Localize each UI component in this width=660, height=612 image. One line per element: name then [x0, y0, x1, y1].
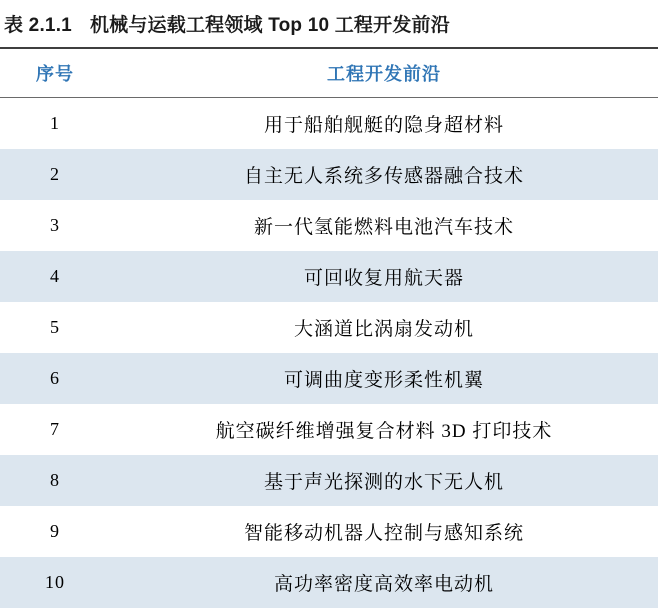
table-head	[0, 48, 658, 98]
cell-topic: 基于声光探测的水下无人机	[110, 455, 658, 506]
table-row	[0, 302, 658, 353]
cell-index: 8	[0, 455, 110, 506]
engineering-frontiers-table	[0, 47, 658, 608]
caption-number: 表 2.1.1	[4, 15, 72, 36]
table-row	[0, 557, 658, 608]
cell-topic: 可调曲度变形柔性机翼	[110, 353, 658, 404]
table-header-row	[0, 48, 658, 98]
caption-text: 机械与运载工程领域 Top 10 工程开发前沿	[89, 15, 450, 36]
cell-index: 1	[0, 98, 110, 150]
table-row	[0, 251, 658, 302]
table-row	[0, 455, 658, 506]
cell-topic: 智能移动机器人控制与感知系统	[110, 506, 658, 557]
cell-topic: 大涵道比涡扇发动机	[110, 302, 658, 353]
cell-topic: 自主无人系统多传感器融合技术	[110, 149, 658, 200]
cell-index: 6	[0, 353, 110, 404]
cell-index: 7	[0, 404, 110, 455]
cell-index: 3	[0, 200, 110, 251]
column-header-index: 序号	[0, 48, 110, 98]
table-row	[0, 353, 658, 404]
table-caption	[0, 0, 660, 47]
table-row	[0, 506, 658, 557]
cell-topic: 航空碳纤维增强复合材料 3D 打印技术	[110, 404, 658, 455]
column-header-topic: 工程开发前沿	[110, 48, 658, 98]
cell-index: 2	[0, 149, 110, 200]
cell-index: 9	[0, 506, 110, 557]
table-row	[0, 149, 658, 200]
cell-index: 10	[0, 557, 110, 608]
table-row	[0, 200, 658, 251]
cell-topic: 新一代氢能燃料电池汽车技术	[110, 200, 658, 251]
cell-topic: 用于船舶舰艇的隐身超材料	[110, 98, 658, 150]
cell-topic: 高功率密度高效率电动机	[110, 557, 658, 608]
table-row	[0, 98, 658, 150]
cell-index: 4	[0, 251, 110, 302]
table-body	[0, 98, 658, 609]
table-row	[0, 404, 658, 455]
cell-index: 5	[0, 302, 110, 353]
cell-topic: 可回收复用航天器	[110, 251, 658, 302]
